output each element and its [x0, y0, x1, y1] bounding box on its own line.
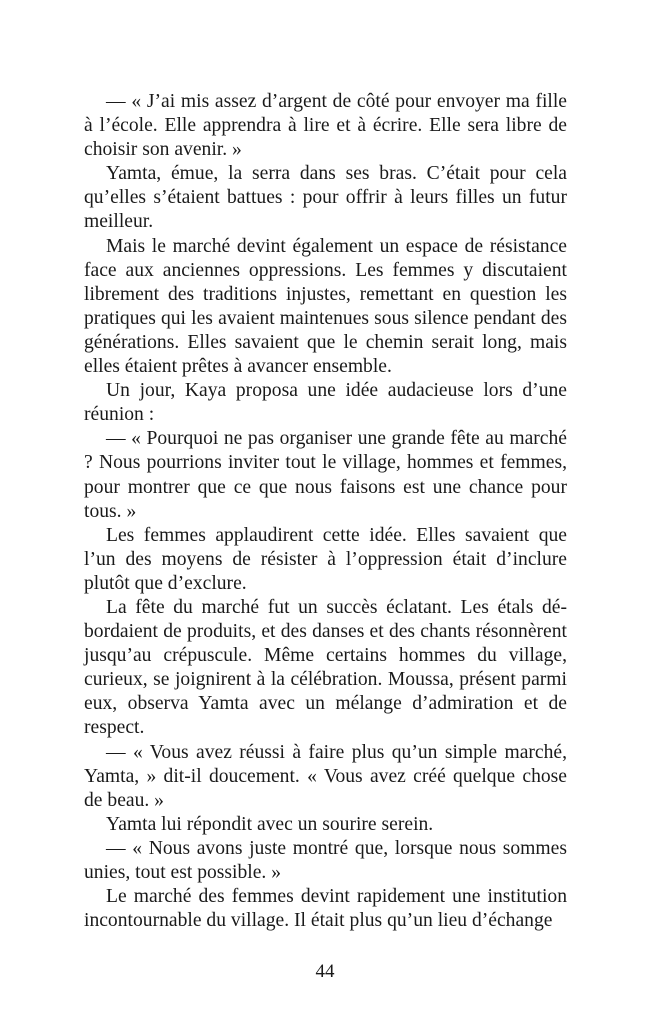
- paragraph: La fête du marché fut un succès éclatant. Les étals débordaient de produits, et des danses et des chants résonnèrent jusqu’au crépuscule. Même certains hommes du village, curieux, se joignirent à la célébration. Moussa, présent parmi eux, observa Yamta avec un mélange d’admiration et de respect.: [84, 596, 567, 739]
- paragraph: Yamta, émue, la serra dans ses bras. C’était pour cela qu’elles s’étaient battues : pour offrir à leurs filles un futur meilleur.: [84, 163, 567, 233]
- paragraph: — « Pourquoi ne pas organiser une grande fête au marché ? Nous pourrions inviter tout le village, hommes et femmes, pour montrer que ce que nous faisons est une chance pour tous. »: [84, 428, 567, 522]
- paragraph: Yamta lui répondit avec un sourire serein.: [106, 813, 434, 835]
- paragraph: Un jour, Kaya proposa une idée audacieuse lors d’une réunion :: [84, 380, 567, 426]
- page-number: 44: [315, 961, 335, 982]
- paragraph: Mais le marché devint également un espace de résistance face aux anciennes oppressions. Les femmes y discutaient librement des traditions injustes, remettant en question les pratiques qui les avaient maintenues sous silence pendant des générations. Elles savaient que le chemin serait long, mais elles étaient prêtes à avancer ensemble.: [84, 235, 567, 378]
- page-body: [84, 90, 567, 933]
- paragraph: Les femmes applaudirent cette idée. Elles savaient que l’un des moyens de résister à l’oppression était d’inclure plutôt que d’exclure.: [84, 524, 567, 594]
- paragraph: — « Nous avons juste montré que, lorsque nous sommes unies, tout est possible. »: [84, 837, 567, 883]
- paragraph: — « Vous avez réussi à faire plus qu’un simple marché, Yamta, » dit-il doucement. « Vous avez créé quelque chose de beau. »: [84, 741, 567, 811]
- paragraph: — « J’ai mis assez d’argent de côté pour envoyer ma fille à l’école. Elle apprendra à lire et à écrire. Elle sera libre de choisir son avenir. »: [84, 91, 567, 161]
- paragraph: Le marché des femmes devint rapidement une institution incontournable du village. Il était plus qu’un lieu d’échange: [84, 886, 567, 932]
